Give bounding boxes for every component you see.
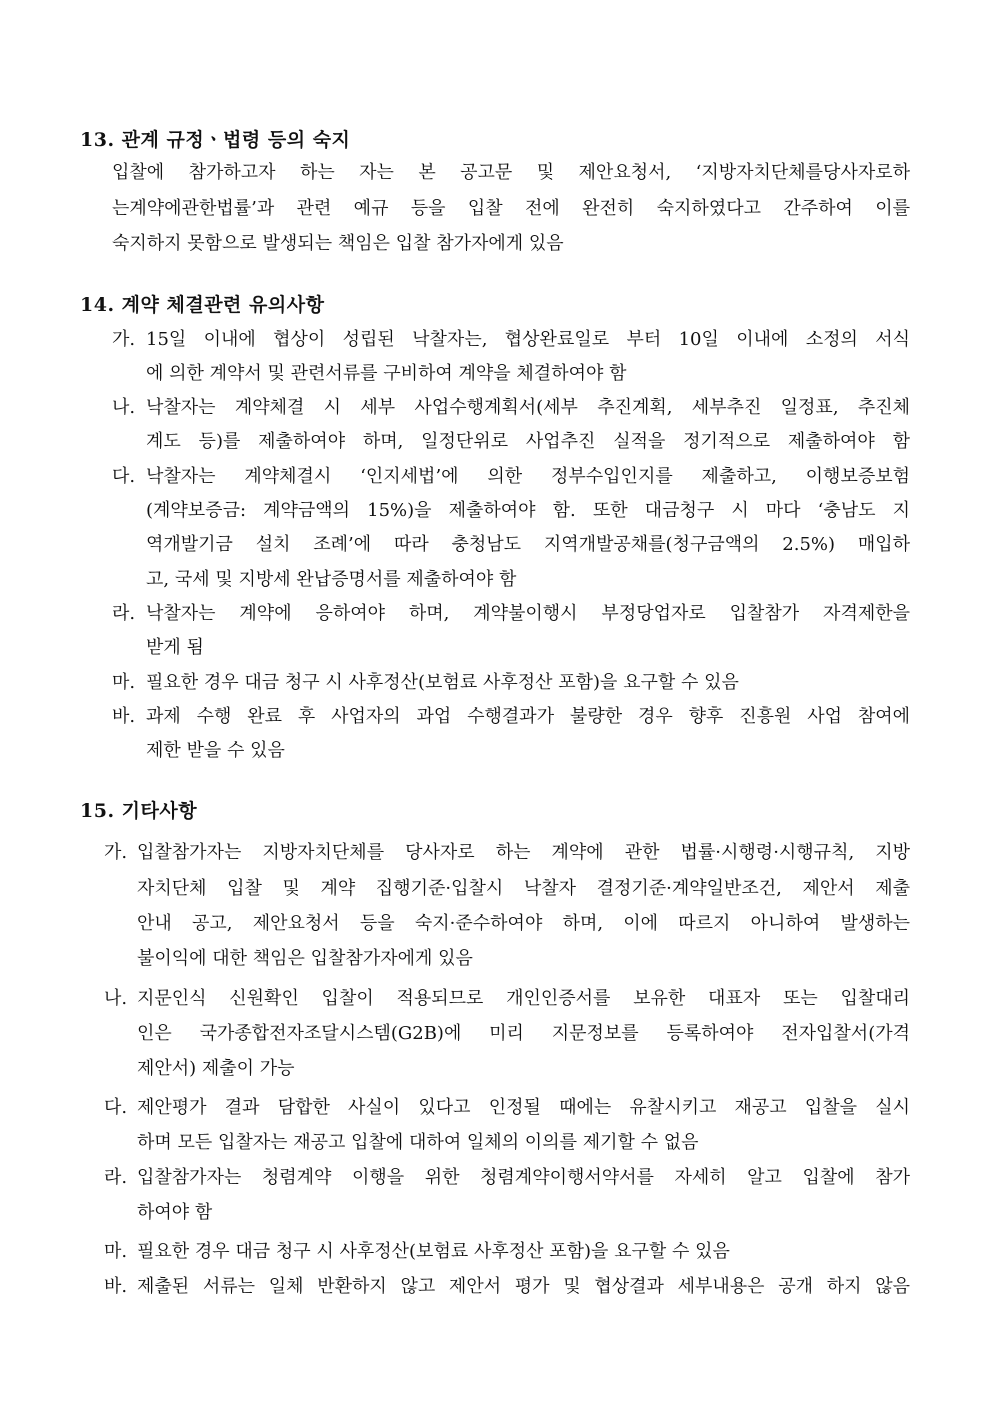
section-14-item-ra-line-2: 받게 됨 [146,637,204,658]
section-14-item-ba-line-1: 과제 수행 완료 후 사업자의 과업 수행결과가 불량한 경우 향후 진흥원 사업 참여에 [146,706,910,727]
section-14-item-da-line-1: 낙찰자는 계약체결시 ‘인지세법’에 의한 정부수입인지를 제출하고, 이행보증보험 [146,466,910,487]
section-14-item-na-line-2: 계도 등)를 제출하여야 하며, 일정단위로 사업추진 실적을 정기적으로 제출하여야 함 [146,431,910,452]
section-15-item-na-line-3: 제안서) 제출이 가능 [137,1058,295,1079]
section-15-item-ga-marker: 가. [104,842,128,863]
section-14-item-da-marker: 다. [112,466,136,487]
section-15-item-ra-marker: 라. [104,1167,128,1188]
section-14-item-ra-marker: 라. [112,603,136,624]
section-15-item-ba-line-1: 제출된 서류는 일체 반환하지 않고 제안서 평가 및 협상결과 세부내용은 공개 하지 않음 [137,1276,910,1297]
section-13-line-3: 숙지하지 못함으로 발생되는 책임은 입찰 참가자에게 있음 [112,233,564,254]
section-14-item-ba-line-2: 제한 받을 수 있음 [146,740,285,761]
section-14-item-da-line-2: (계약보증금: 계약금액의 15%)을 제출하여야 함. 또한 대금청구 시 마다 ‘충남도 지 [146,500,910,521]
section-14-item-na-marker: 나. [112,397,136,418]
section-14-item-ga-line-2: 에 의한 계약서 및 관련서류를 구비하여 계약을 체결하여야 함 [146,363,627,384]
section-13-heading: 13. 관계 규정ㆍ법령 등의 숙지 [80,129,351,151]
section-15-item-ra-line-1: 입찰참가자는 청렴계약 이행을 위한 청렴계약이행서약서를 자세히 알고 입찰에 참가 [137,1167,910,1188]
section-14-item-ma-line-1: 필요한 경우 대금 청구 시 사후정산(보험료 사후정산 포함)을 요구할 수 있음 [146,672,739,693]
section-15-item-ma-marker: 마. [104,1241,128,1262]
section-14-item-da-line-4: 고, 국세 및 지방세 완납증명서를 제출하여야 함 [146,569,517,590]
section-14-item-da-line-3: 역개발기금 설치 조례’에 따라 충청남도 지역개발공채를(청구금액의 2.5%) 매입하 [146,534,910,555]
section-15-item-ma-line-1: 필요한 경우 대금 청구 시 사후정산(보험료 사후정산 포함)을 요구할 수 있음 [137,1241,730,1262]
section-15-item-na-marker: 나. [104,988,128,1009]
section-15-item-ga-line-3: 안내 공고, 제안요청서 등을 숙지·준수하여야 하며, 이에 따르지 아니하여 발생하는 [137,913,910,934]
section-15-item-da-marker: 다. [104,1097,128,1118]
section-15-heading: 15. 기타사항 [80,800,198,822]
section-15-item-ba-marker: 바. [104,1276,128,1297]
section-14-item-ga-line-1: 15일 이내에 협상이 성립된 낙찰자는, 협상완료일로 부터 10일 이내에 소정의 서식 [146,329,910,350]
section-15-item-ra-line-2: 하여야 함 [137,1202,213,1223]
section-14-item-ma-marker: 마. [112,672,136,693]
section-13-line-2: 는계약에관한법률’과 관련 예규 등을 입찰 전에 완전히 숙지하였다고 간주하여 이를 [112,198,910,219]
section-15-item-ga-line-4: 불이익에 대한 책임은 입찰참가자에게 있음 [137,948,473,969]
section-15-item-da-line-1: 제안평가 결과 담합한 사실이 있다고 인정될 때에는 유찰시키고 재공고 입찰을 실시 [137,1097,910,1118]
section-15-item-na-line-2: 인은 국가종합전자조달시스템(G2B)에 미리 지문정보를 등록하여야 전자입찰서(가격 [137,1023,910,1044]
section-15-item-na-line-1: 지문인식 신원확인 입찰이 적용되므로 개인인증서를 보유한 대표자 또는 입찰대리 [137,988,910,1009]
section-15-item-ga-line-1: 입찰참가자는 지방자치단체를 당사자로 하는 계약에 관한 법률·시행령·시행규칙, 지방 [137,842,910,863]
section-14-item-ra-line-1: 낙찰자는 계약에 응하여야 하며, 계약불이행시 부정당업자로 입찰참가 자격제한을 [146,603,910,624]
section-14-item-ga-marker: 가. [112,329,136,350]
section-13-line-1: 입찰에 참가하고자 하는 자는 본 공고문 및 제안요청서, ‘지방자치단체를당사자로하 [112,162,910,183]
section-15-item-da-line-2: 하며 모든 입찰자는 재공고 입찰에 대하여 일체의 이의를 제기할 수 없음 [137,1132,699,1153]
section-15-item-ga-line-2: 자치단체 입찰 및 계약 집행기준·입찰시 낙찰자 결정기준·계약일반조건, 제안서 제출 [137,878,910,899]
section-14-item-na-line-1: 낙찰자는 계약체결 시 세부 사업수행계획서(세부 추진계획, 세부추진 일정표, 추진체 [146,397,910,418]
section-14-heading: 14. 계약 체결관련 유의사항 [80,294,325,316]
section-14-item-ba-marker: 바. [112,706,136,727]
